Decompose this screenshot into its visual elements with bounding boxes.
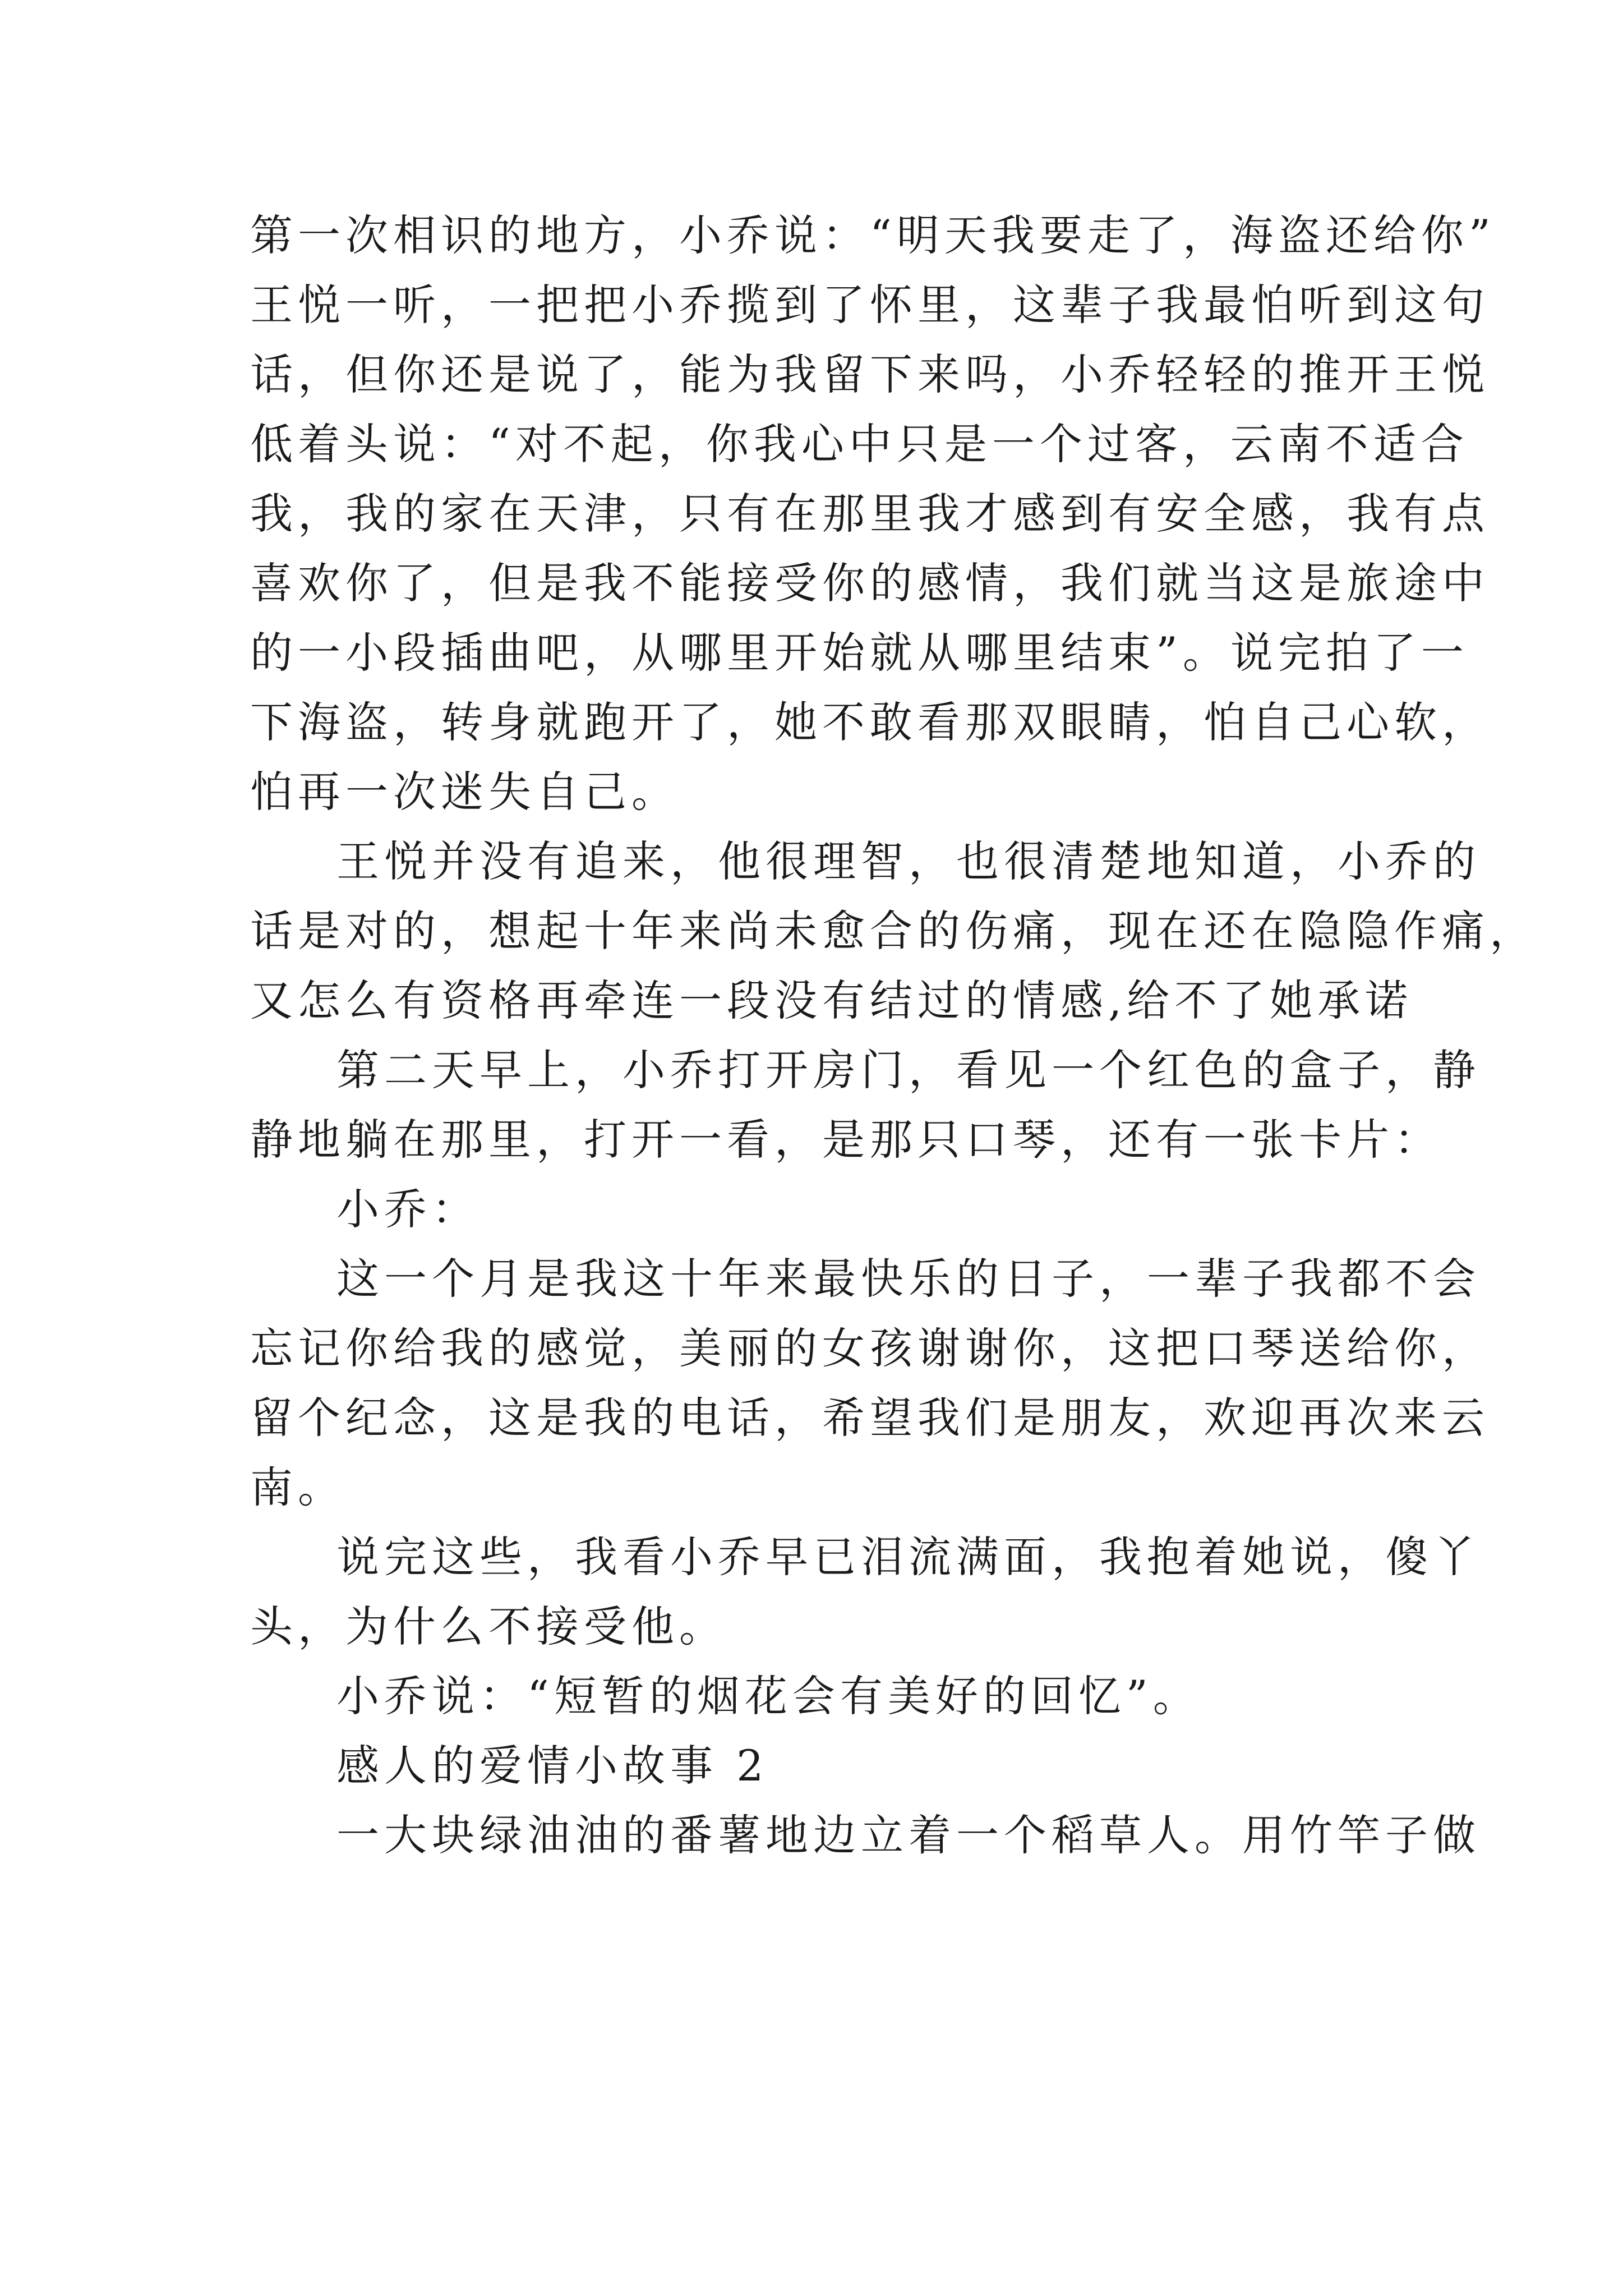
text-line: 话是对的，想起十年来尚未愈合的伤痛，现在还在隐隐作痛， bbox=[250, 906, 1537, 956]
text-line: 南。 bbox=[250, 1462, 345, 1512]
text-line: 留个纪念，这是我的电话，希望我们是朋友，欢迎再次来云 bbox=[250, 1393, 1490, 1443]
text-line: 第一次相识的地方，小乔说：“明天我要走了，海盗还给你” bbox=[250, 210, 1496, 260]
text-line: 喜欢你了，但是我不能接受你的感情，我们就当这是旅途中 bbox=[250, 558, 1490, 608]
text-line: 低着头说：“对不起，你我心中只是一个过客，云南不适合 bbox=[250, 419, 1469, 469]
text-line: 下海盗，转身就跑开了，她不敢看那双眼睛，怕自己心软， bbox=[250, 697, 1490, 747]
text-line: 王悦一听，一把把小乔揽到了怀里，这辈子我最怕听到这句 bbox=[250, 280, 1490, 330]
text-line: 小乔： bbox=[336, 1184, 479, 1234]
text-line: 一大块绿油油的番薯地边立着一个稻草人。用竹竿子做 bbox=[336, 1810, 1481, 1860]
text-line: 这一个月是我这十年来最快乐的日子，一辈子我都不会 bbox=[336, 1254, 1481, 1304]
text-line: 话，但你还是说了，能为我留下来吗，小乔轻轻的推开王悦 bbox=[250, 349, 1490, 399]
text-line: 王悦并没有追来，他很理智，也很清楚地知道，小乔的 bbox=[336, 836, 1481, 886]
document-body bbox=[250, 201, 1537, 1870]
section-heading: 感人的爱情小故事 2 bbox=[336, 1741, 769, 1791]
text-line: 小乔说：“短暂的烟花会有美好的回忆”。 bbox=[336, 1671, 1201, 1721]
text-line: 怕再一次迷失自己。 bbox=[250, 767, 679, 817]
text-line: 的一小段插曲吧，从哪里开始就从哪里结束”。说完拍了一 bbox=[250, 628, 1469, 678]
text-line: 又怎么有资格再牵连一段没有结过的情感,给不了她承诺 bbox=[250, 976, 1413, 1025]
text-line: 第二天早上，小乔打开房门，看见一个红色的盒子，静 bbox=[336, 1045, 1481, 1095]
text-line: 静地躺在那里，打开一看，是那只口琴，还有一张卡片： bbox=[250, 1115, 1442, 1165]
text-line: 说完这些，我看小乔早已泪流满面，我抱着她说，傻丫 bbox=[336, 1532, 1481, 1582]
text-line: 头，为什么不接受他。 bbox=[250, 1602, 727, 1651]
text-line: 忘记你给我的感觉，美丽的女孩谢谢你，这把口琴送给你， bbox=[250, 1323, 1490, 1373]
text-line: 我，我的家在天津，只有在那里我才感到有安全感，我有点 bbox=[250, 489, 1490, 539]
